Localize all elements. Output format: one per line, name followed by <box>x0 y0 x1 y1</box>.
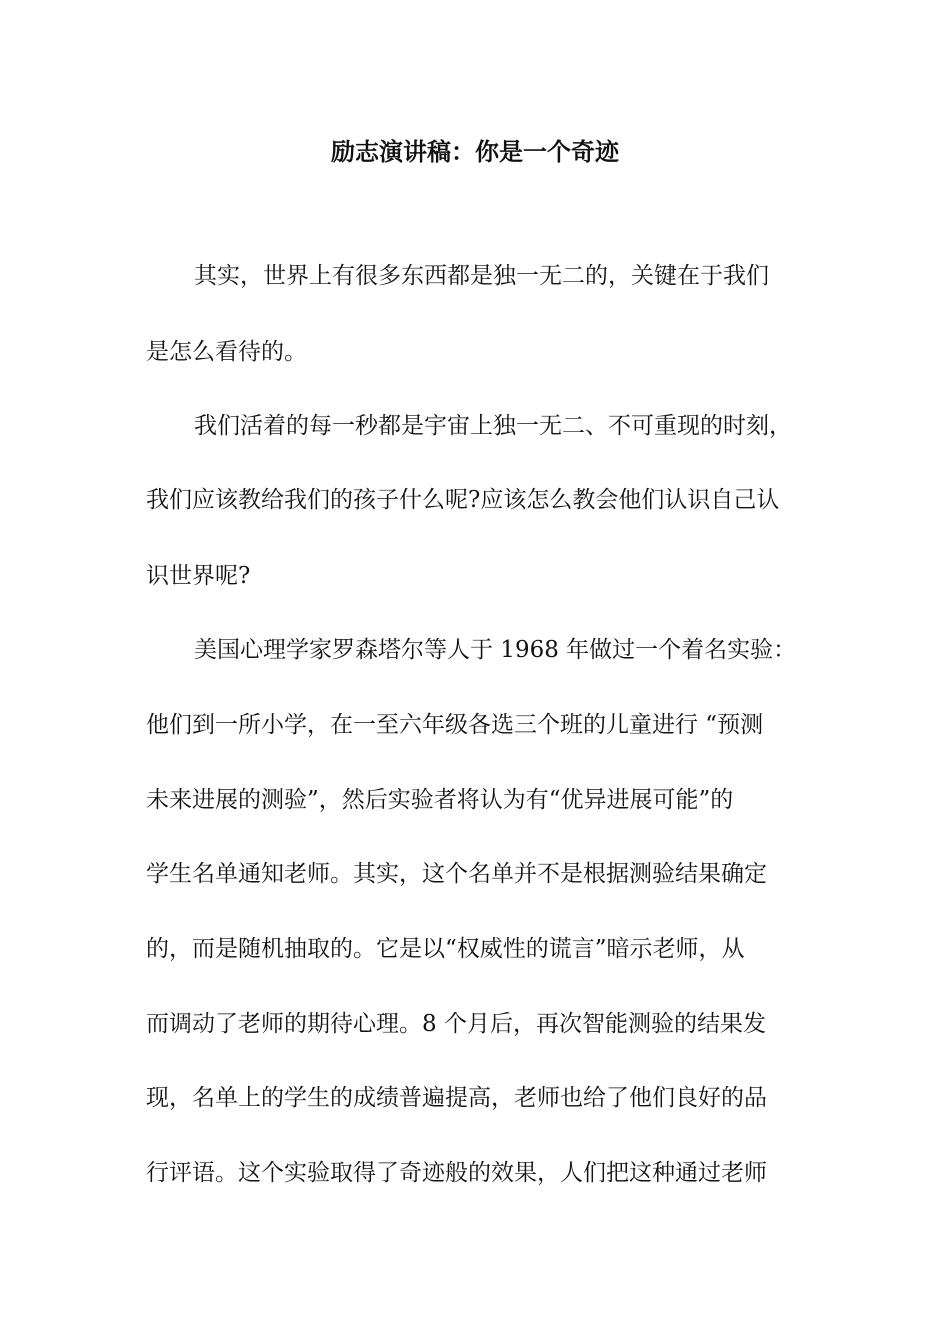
paragraph-line: 而调动了老师的期待心理。8 个月后，再次智能测验的结果发 <box>146 1011 766 1037</box>
paragraph-line: 他们到一所小学，在一至六年级各选三个班的儿童进行 “预测 <box>146 712 764 738</box>
paragraph-line: 的，而是随机抽取的。它是以“权威性的谎言”暗示老师，从 <box>146 936 745 962</box>
paragraph-line: 其实，世界上有很多东西都是独一无二的，关键在于我们 <box>194 263 769 289</box>
paragraph-line: 是怎么看待的。 <box>146 339 307 365</box>
paragraph-line: 我们应该教给我们的孩子什么呢?应该怎么教会他们认识自己认 <box>146 487 780 513</box>
paragraph-line: 现，名单上的学生的成绩普遍提高，老师也给了他们良好的品 <box>146 1085 767 1111</box>
paragraph-line: 行评语。这个实验取得了奇迹般的效果，人们把这种通过老师 <box>146 1160 767 1186</box>
paragraph-line: 识世界呢? <box>146 563 251 589</box>
paragraph-line: 我们活着的每一秒都是宇宙上独一无二、不可重现的时刻， <box>194 413 792 439</box>
paragraph-line: 美国心理学家罗森塔尔等人于 1968 年做过一个着名实验： <box>194 637 797 663</box>
paragraph-line: 未来进展的测验”，然后实验者将认为有“优异进展可能”的 <box>146 787 734 813</box>
paragraph-line: 学生名单通知老师。其实，这个名单并不是根据测验结果确定 <box>146 861 767 887</box>
document-title: 励志演讲稿：你是一个奇迹 <box>331 137 619 166</box>
